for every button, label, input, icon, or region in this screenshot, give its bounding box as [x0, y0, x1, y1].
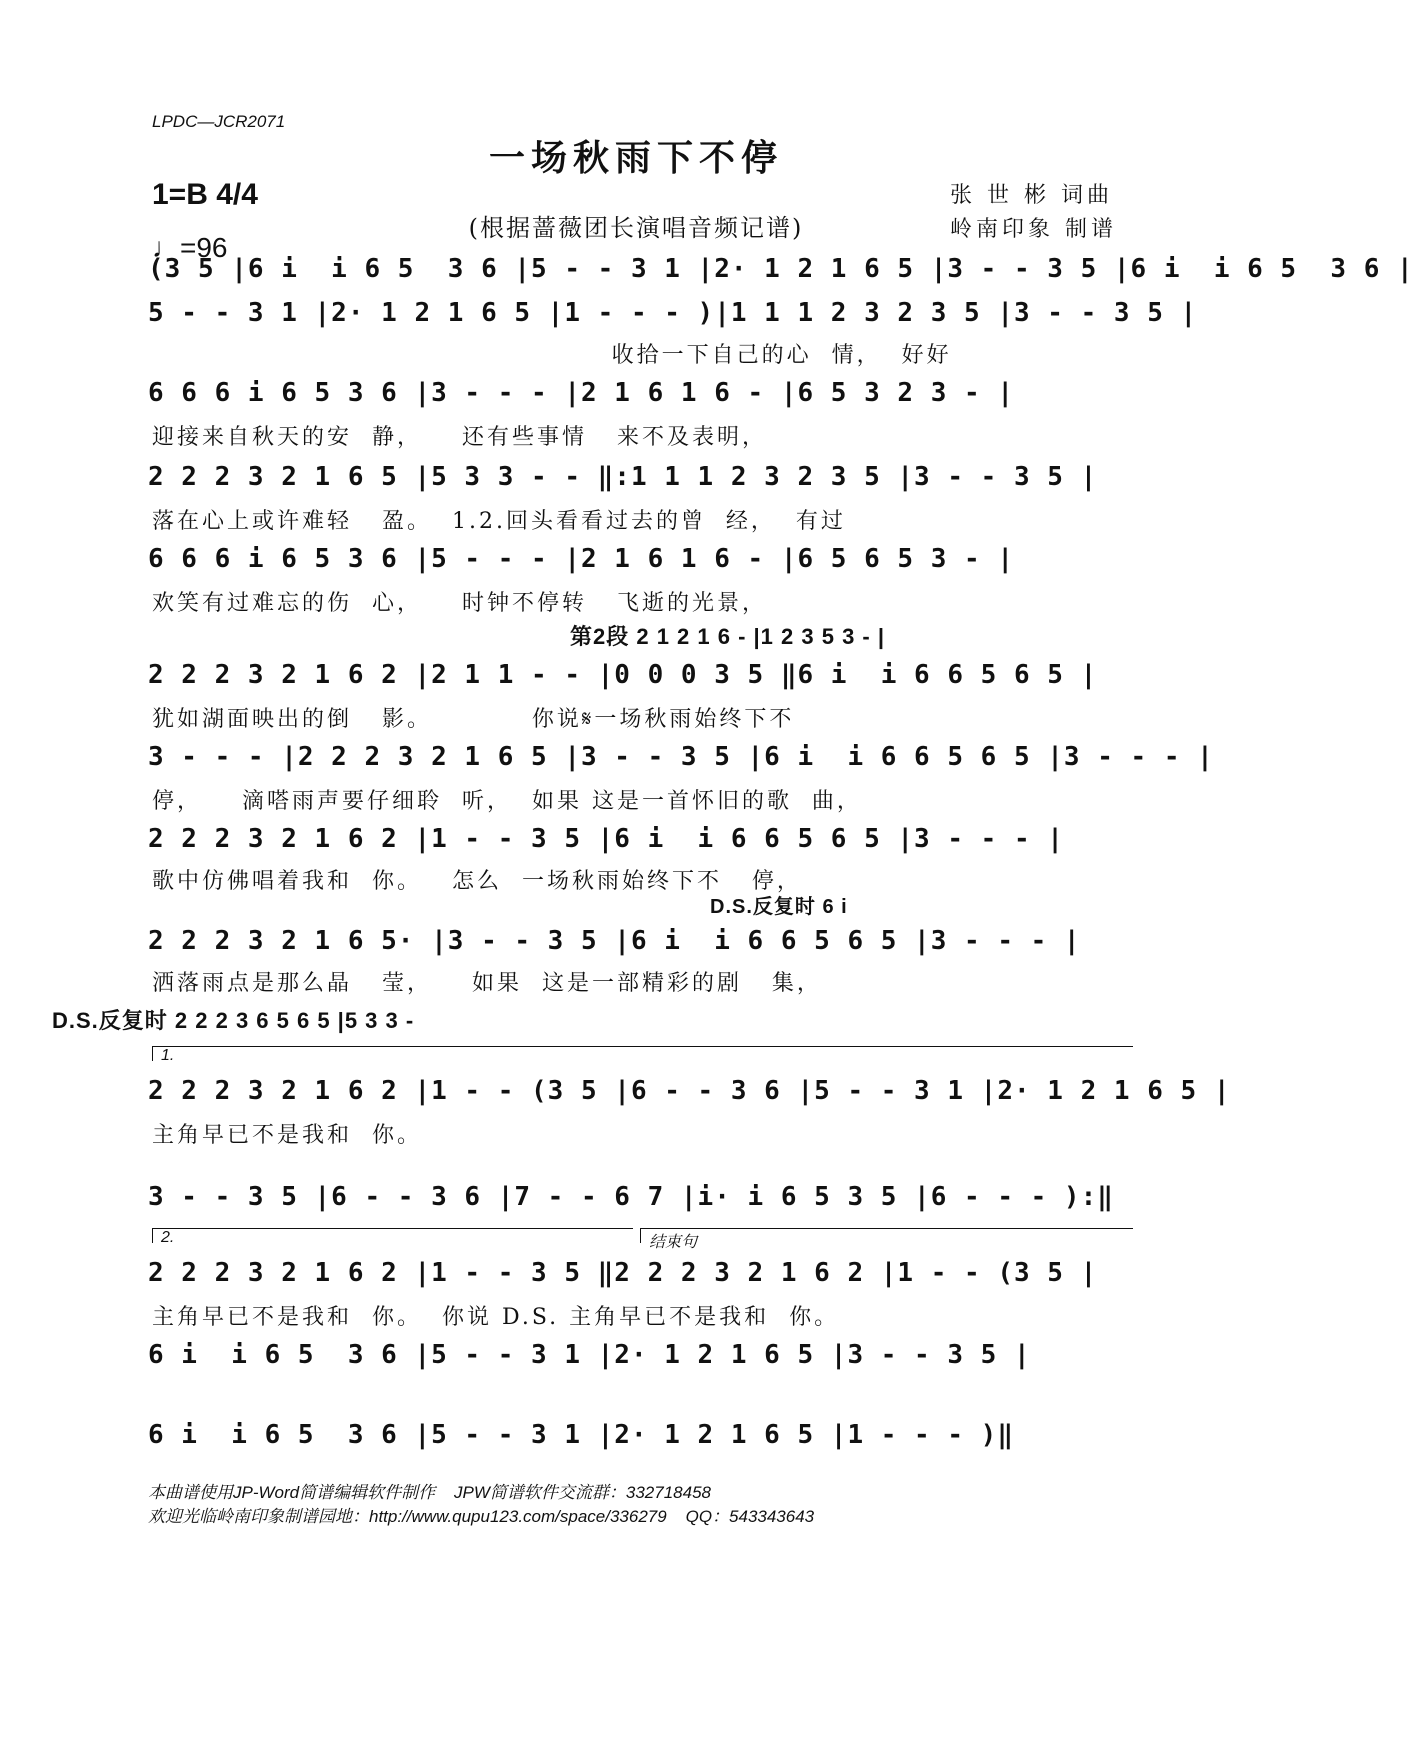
- lyric-line: 主角早已不是我和 你。 你说 D.S. 主角早已不是我和 你。: [152, 1305, 840, 1330]
- credit-score: 岭南印象 制谱: [950, 217, 1117, 242]
- score-line: 5 - - 3 1 |2· 1 2 1 6 5 |1 - - - )|1 1 1 2 3 2 3 5 |3 - - 3 5 |: [148, 298, 1198, 328]
- score-line: 2 2 2 3 2 1 6 2 |1 - - 3 5 ‖2 2 2 3 2 1 6 2 |1 - - (3 5 |: [148, 1258, 1098, 1288]
- score-line: 6 i i 6 5 3 6 |5 - - 3 1 |2· 1 2 1 6 5 |3 - - 3 5 |: [148, 1340, 1031, 1370]
- variant-line: 第2段 2 1 2 1 6 - |1 2 3 5 3 - |: [570, 624, 886, 649]
- key-signature: 1=B 4/4: [152, 178, 258, 211]
- score-line: 2 2 2 3 2 1 6 2 |2 1 1 - - |0 0 0 3 5 ‖6 i i 6 6 5 6 5 |: [148, 660, 1098, 690]
- score-line: 2 2 2 3 2 1 6 2 |1 - - (3 5 |6 - - 3 6 |5 - - 3 1 |2· 1 2 1 6 5 |: [148, 1076, 1231, 1106]
- lyric-line: 落在心上或许难轻 盈。 1.2.回头看看过去的曾 经， 有过: [152, 509, 846, 534]
- song-title: 一场秋雨下不停: [488, 137, 783, 179]
- score-line: 6 6 6 i 6 5 3 6 |3 - - - |2 1 6 1 6 - |6 5 3 2 3 - |: [148, 378, 1014, 408]
- coda-bracket: [640, 1228, 1133, 1251]
- score-line: 2 2 2 3 2 1 6 2 |1 - - 3 5 |6 i i 6 6 5 6 5 |3 - - - |: [148, 824, 1064, 854]
- variant-line: D.S.反复时 2 2 2 3 6 5 6 5 |5 3 3 -: [52, 1008, 415, 1033]
- lyric-line: 主角早已不是我和 你。: [152, 1123, 422, 1148]
- score-line: 3 - - - |2 2 2 3 2 1 6 5 |3 - - 3 5 |6 i i 6 6 5 6 5 |3 - - - |: [148, 742, 1214, 772]
- credit-lyrics: 张 世 彬 词曲: [950, 183, 1113, 208]
- score-code: LPDC—JCR2071: [152, 112, 286, 131]
- score-line: 6 i i 6 5 3 6 |5 - - 3 1 |2· 1 2 1 6 5 |1 - - - )‖: [148, 1420, 1014, 1450]
- score-line: (3 5 |6 i i 6 5 3 6 |5 - - 3 1 |2· 1 2 1 6 5 |3 - - 3 5 |6 i i 6 5 3 6 |: [148, 254, 1414, 284]
- coda-label: 结束句: [649, 1234, 698, 1251]
- tempo-marking: ♩=96: [152, 232, 228, 263]
- volta-label: 1.: [161, 1047, 175, 1064]
- lyric-line: 收拾一下自己的心 情， 好好: [152, 343, 952, 368]
- lyric-line: 歌中仿佛唱着我和 你。 怎么 一场秋雨始终下不 停，: [152, 869, 802, 894]
- lyric-line: 迎接来自秋天的安 静， 还有些事情 来不及表明，: [152, 425, 767, 450]
- volta-bracket-1: [152, 1046, 1133, 1064]
- score-line: 3 - - 3 5 |6 - - 3 6 |7 - - 6 7 |i· i 6 5 3 5 |6 - - - ):‖: [148, 1182, 1114, 1212]
- footer-line: 欢迎光临岭南印象制谱园地：http://www.qupu123.com/space/336279 QQ：543343643: [148, 1507, 815, 1526]
- lyric-line: 洒落雨点是那么晶 莹， 如果 这是一部精彩的剧 集，: [152, 971, 822, 996]
- lyric-line: 欢笑有过难忘的伤 心， 时钟不停转 飞逝的光景，: [152, 591, 767, 616]
- footer-line: 本曲谱使用JP-Word简谱编辑软件制作 JPW简谱软件交流群：332718458: [148, 1483, 711, 1502]
- subtitle: (根据蔷薇团长演唱音频记谱): [468, 214, 804, 242]
- volta-bracket-2: [152, 1228, 633, 1246]
- variant-line: D.S.反复时 6 i: [710, 896, 848, 918]
- score-line: 2 2 2 3 2 1 6 5 |5 3 3 - - ‖:1 1 1 2 3 2 3 5 |3 - - 3 5 |: [148, 462, 1098, 492]
- volta-label: 2.: [161, 1229, 175, 1246]
- lyric-line: 停， 滴嗒雨声要仔细聆 听， 如果 这是一首怀旧的歌 曲，: [152, 789, 862, 814]
- lyric-line: 犹如湖面映出的倒 影。 你说𝄋一场秋雨始终下不: [152, 707, 795, 732]
- score-line: 2 2 2 3 2 1 6 5· |3 - - 3 5 |6 i i 6 6 5 6 5 |3 - - - |: [148, 926, 1081, 956]
- score-line: 6 6 6 i 6 5 3 6 |5 - - - |2 1 6 1 6 - |6 5 6 5 3 - |: [148, 544, 1014, 574]
